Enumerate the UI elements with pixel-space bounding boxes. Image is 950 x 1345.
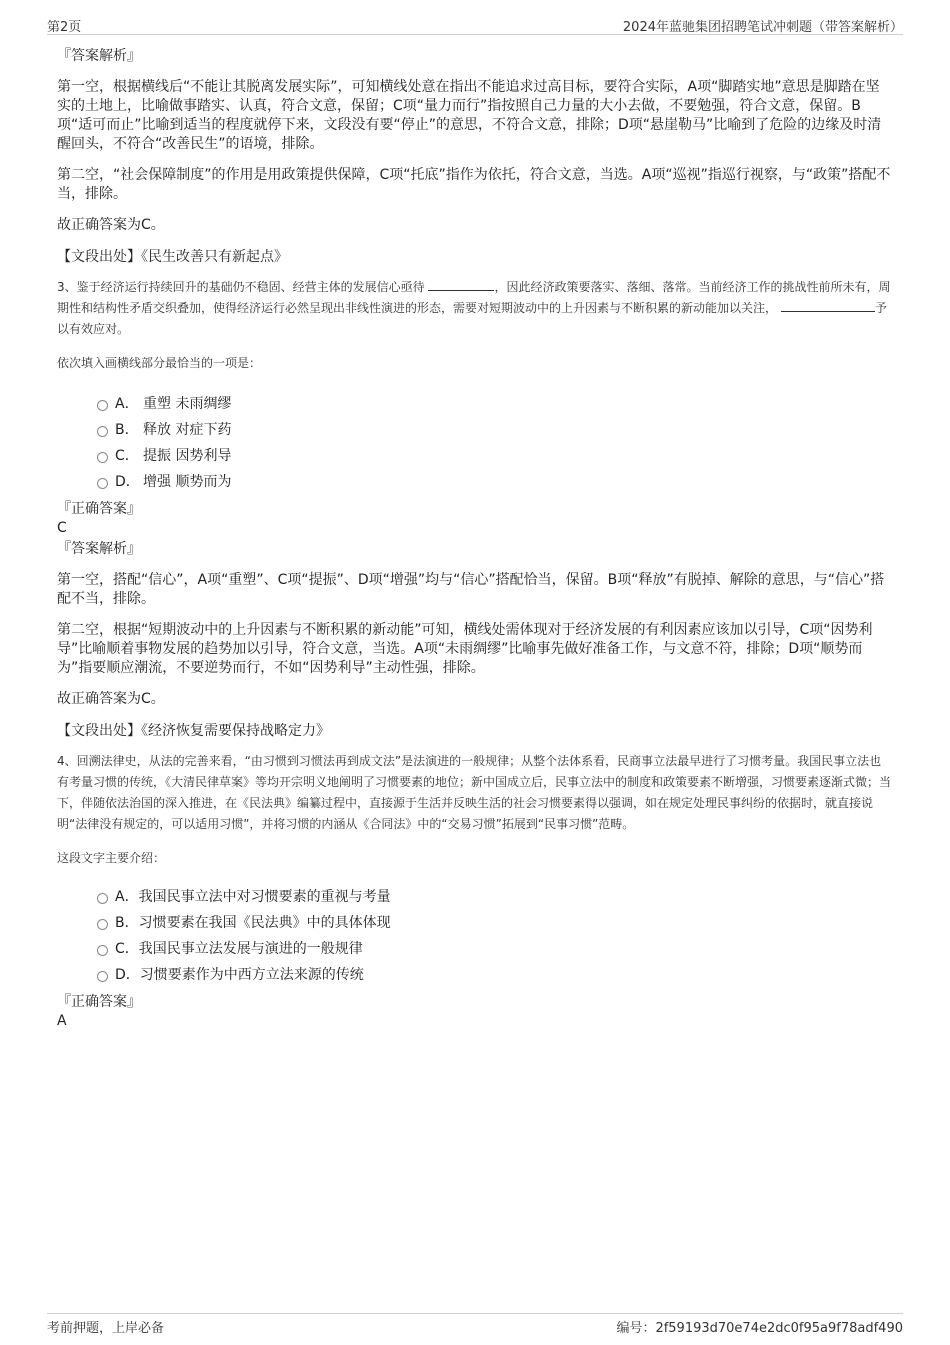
q4-answer: A [57, 1013, 67, 1029]
prev-analysis-p1: 第一空，根据横线后“不能让其脱离发展实际”，可知横线处意在指出不能追求过高目标，要符合实际，A项“脚踏实地”意思是脚踏在坚实的土地上，比喻做事踏实、认真，符合文意，保留；C项“量力而行”指按照自己力量的大小去做，不要勉强，符合文意，保留。B项“适可而止”比喻到适当的程度就停下来，文段没有要“停止”的意思，不符合文意，排除；D项“悬崖勒马”比喻到了危险的边缘及时清醒回头，不符合“改善民生”的语境，排除。 [57, 79, 882, 152]
prev-source: 【文段出处】《民生改善只有新起点》 [57, 249, 288, 265]
radio-icon[interactable] [97, 452, 108, 463]
question-4-stem: 4、回溯法律史，从法的完善来看，“由习惯到习惯法再到成文法”是法演进的一般规律；从整个法体系看，民商事立法最早进行了习惯考量。我国民事立法也有考量习惯的传统，《大清民律草案》等均开宗明义地阐明了习惯要素的地位；新中国成立后，民事立法中的制度和政策要素不断增强，习惯要素逐渐式微；当下，伴随依法治国的深入推进，在《民法典》编纂过程中，直接源于生活并反映生活的社会习惯要素得以强调，如在规定处理民事纠纷的依据时，就直接说明“法律没有规定的，可以适用习惯”，并将习惯的内涵从《合同法》中的“交易习惯”拓展到“民事习惯”范畴。 [57, 754, 892, 831]
option-a[interactable]: A． 重塑 未雨绸缪 [57, 391, 893, 417]
option-b[interactable]: B． 释放 对症下药 [57, 417, 893, 443]
page-content [57, 46, 893, 1030]
q3-source: 【文段出处】《经济恢复需要保持战略定力》 [57, 723, 330, 739]
question-3-stem: 3、鉴于经济运行持续回升的基础仍不稳固、经营主体的发展信心亟待 ，因此经济政策要落实、落细、落常。当前经济工作的挑战性前所未有，周期性和结构性矛盾交织叠加，使得经济运行必然呈现出非线性演进的形态，需要对短期波动中的上升因素与不断积累的新动能加以关注， 予以有效应对。 [57, 280, 891, 336]
option-c[interactable]: C．我国民事立法发展与演进的一般规律 [57, 936, 893, 962]
radio-icon[interactable] [97, 971, 108, 982]
q3-analysis-p2: 第二空，根据“短期波动中的上升因素与不断积累的新动能”可知，横线处需体现对于经济发展的有利因素应该加以引导，C项“因势利导”比喻顺着事物发展的趋势加以引导，符合文意，当选。A项“未雨绸缪”比喻事先做好准备工作，与文意不符，排除；D项“顺势而为”指要顺应潮流，不要逆势而行，不如“因势利导”主动性强，排除。 [57, 622, 873, 676]
blank-1 [428, 278, 494, 291]
page-header [47, 14, 903, 35]
option-b[interactable]: B．习惯要素在我国《民法典》中的具体体现 [57, 910, 893, 936]
prev-conclusion: 故正确答案为C。 [57, 217, 165, 233]
question-4-prompt: 这段文字主要介绍： [57, 851, 166, 865]
q3-conclusion: 故正确答案为C。 [57, 691, 165, 707]
q3-analysis-p1: 第一空，搭配“信心”，A项“重塑”、C项“提振”、D项“增强”均与“信心”搭配恰当，保留。B项“释放”有脱掉、解除的意思，与“信心”搭配不当，排除。 [57, 572, 885, 607]
radio-icon[interactable] [97, 945, 108, 956]
radio-icon[interactable] [97, 893, 108, 904]
radio-icon[interactable] [97, 400, 108, 411]
footer-slogan: 考前押题，上岸必备 [47, 1321, 165, 1336]
prev-analysis-label: 『答案解析』 [57, 48, 141, 64]
option-d[interactable]: D． 增强 顺势而为 [57, 469, 893, 495]
q4-answer-label: 『正确答案』 [57, 994, 141, 1010]
blank-2 [781, 299, 875, 312]
q3-analysis-label: 『答案解析』 [57, 541, 141, 557]
option-d[interactable]: D．习惯要素作为中西方立法来源的传统 [57, 962, 893, 988]
radio-icon[interactable] [97, 478, 108, 489]
question-4-options [57, 884, 893, 988]
document-id: 编号：2f59193d70e74e2dc0f95a9f78adf490 [616, 1321, 903, 1336]
option-a[interactable]: A．我国民事立法中对习惯要素的重视与考量 [57, 884, 893, 910]
question-3-options [57, 391, 893, 495]
page-footer [47, 1313, 903, 1336]
question-3-prompt: 依次填入画横线部分最恰当的一项是： [57, 356, 262, 370]
page-number: 第2页 [47, 20, 82, 35]
q3-answer: C [57, 520, 67, 536]
q3-answer-label: 『正确答案』 [57, 501, 141, 517]
prev-analysis-p2: 第二空，“社会保障制度”的作用是用政策提供保障，C项“托底”指作为依托，符合文意，当选。A项“巡视”指巡行视察，与“政策”搭配不当，排除。 [57, 167, 891, 202]
radio-icon[interactable] [97, 426, 108, 437]
radio-icon[interactable] [97, 919, 108, 930]
document-title: 2024年蓝驰集团招聘笔试冲刺题（带答案解析） [622, 20, 903, 35]
option-c[interactable]: C． 提振 因势利导 [57, 443, 893, 469]
